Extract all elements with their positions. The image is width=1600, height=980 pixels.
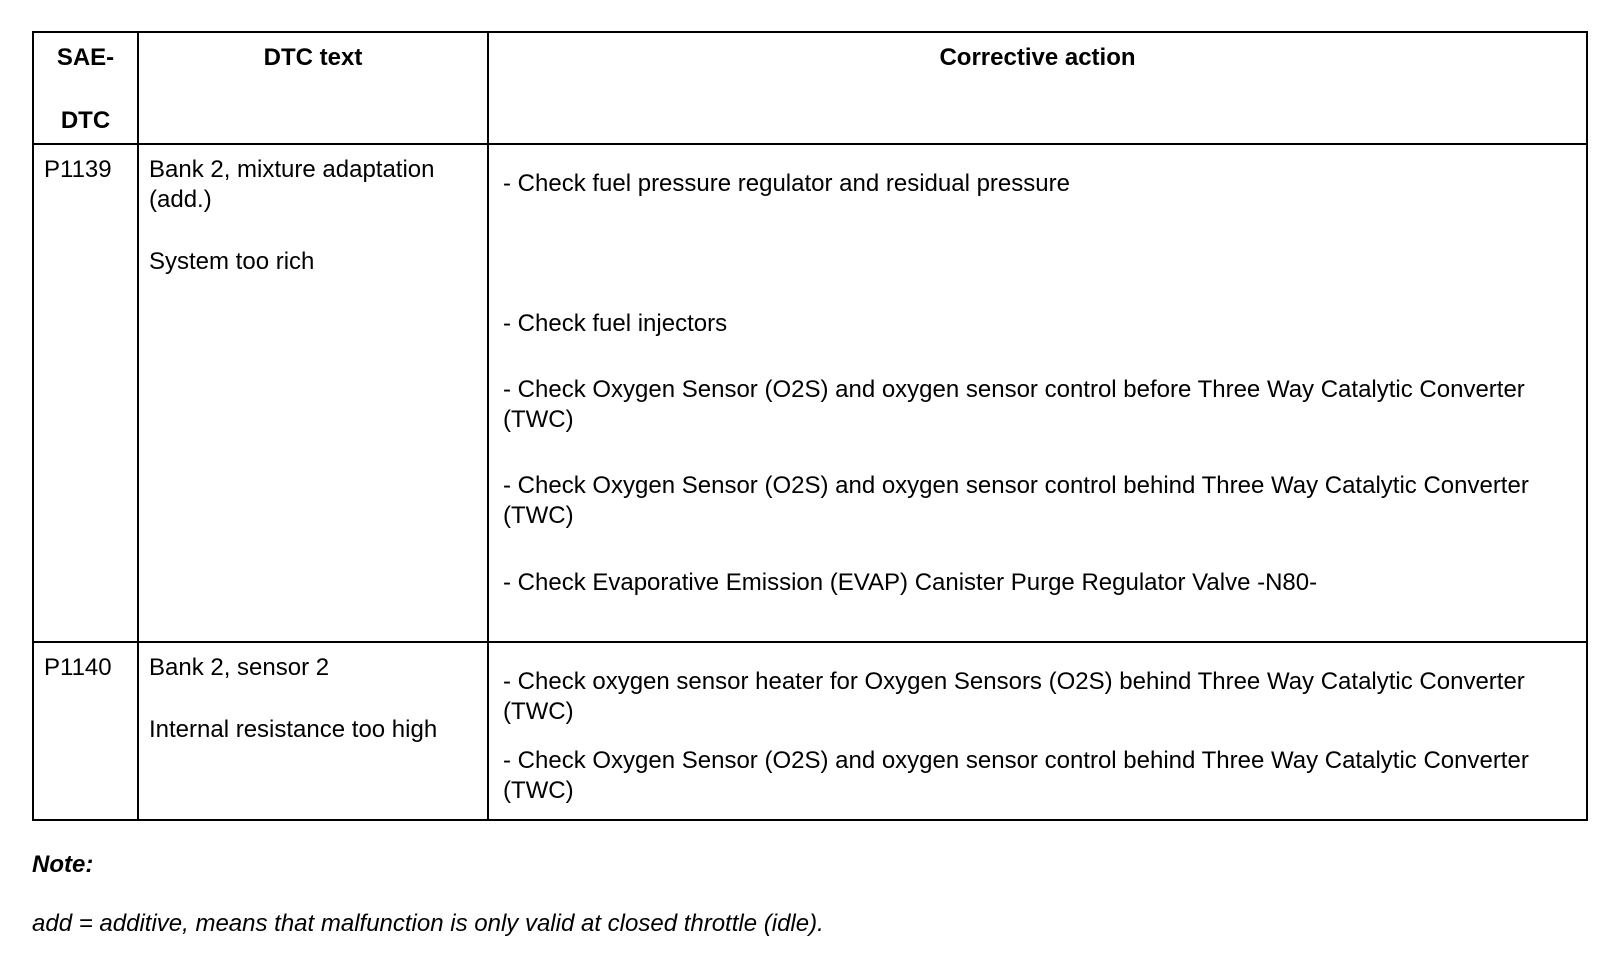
dtc-code-cell: P1140 bbox=[33, 642, 138, 820]
dtc-description: Bank 2, mixture adaptation (add.) bbox=[149, 156, 435, 213]
dtc-table bbox=[32, 31, 1588, 821]
header-sae-label: SAE- bbox=[56, 44, 115, 71]
header-dtc-text: DTC text bbox=[138, 32, 488, 144]
header-sae-dtc bbox=[33, 32, 138, 144]
dtc-condition: Internal resistance too high bbox=[149, 716, 438, 743]
dtc-description: Bank 2, sensor 2 bbox=[149, 654, 330, 681]
table-row bbox=[33, 144, 1587, 642]
note-text: add = additive, means that malfunction is only valid at closed throttle (idle). bbox=[32, 910, 824, 937]
corrective-action-cell bbox=[488, 144, 1587, 642]
corrective-action-cell bbox=[488, 642, 1587, 820]
action-item: - Check Oxygen Sensor (O2S) and oxygen sensor control before Three Way Catalytic Converter (TWC) bbox=[503, 376, 1525, 433]
note-title: Note: bbox=[32, 851, 94, 878]
dtc-text-cell bbox=[138, 642, 488, 820]
action-item: - Check fuel injectors bbox=[503, 310, 728, 337]
action-item: - Check Oxygen Sensor (O2S) and oxygen sensor control behind Three Way Catalytic Converter (TWC) bbox=[503, 472, 1529, 529]
header-dtc-label: DTC bbox=[60, 107, 111, 134]
dtc-condition: System too rich bbox=[149, 248, 315, 275]
table-header-row bbox=[33, 32, 1587, 144]
action-item: - Check Evaporative Emission (EVAP) Canister Purge Regulator Valve -N80- bbox=[503, 569, 1318, 596]
table-row bbox=[33, 642, 1587, 820]
dtc-text-cell bbox=[138, 144, 488, 642]
dtc-code-cell: P1139 bbox=[33, 144, 138, 642]
header-corrective-action: Corrective action bbox=[488, 32, 1587, 144]
action-item: - Check oxygen sensor heater for Oxygen Sensors (O2S) behind Three Way Catalytic Converter (TWC) bbox=[503, 668, 1525, 725]
action-item: - Check Oxygen Sensor (O2S) and oxygen sensor control behind Three Way Catalytic Converter (TWC) bbox=[503, 747, 1529, 804]
action-item: - Check fuel pressure regulator and residual pressure bbox=[503, 170, 1070, 197]
